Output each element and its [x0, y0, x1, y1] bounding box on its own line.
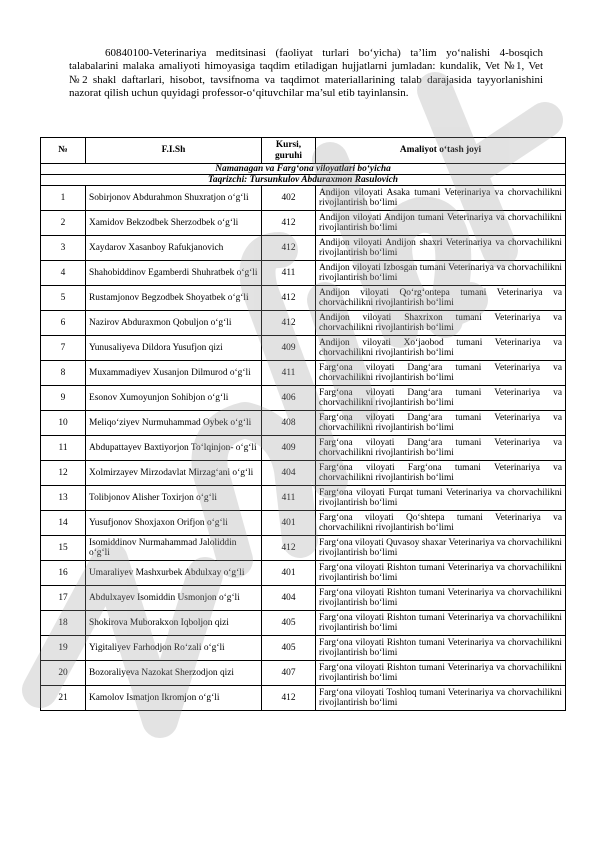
row-place: Farg‘ona viloyati Rishton tumani Veterinariya va chorvachilikni rivojlantirish bo‘limi [316, 636, 566, 661]
table-row [41, 386, 566, 411]
section-reviewer: Taqrizchi: Tursunkulov Abduraxmon Rasulovich [41, 175, 566, 186]
header-place: Amaliyot o‘tash joyi [316, 138, 566, 164]
row-place: Andijon viloyati Andijon shaxri Veterinariya va chorvachilikni rivojlantirish bo‘limi [316, 236, 566, 261]
row-number: 18 [41, 611, 86, 636]
table-row [41, 561, 566, 586]
table-row [41, 686, 566, 711]
row-place: Farg‘ona viloyati Rishton tumani Veterinariya va chorvachilikni rivojlantirish bo‘limi [316, 661, 566, 686]
row-place: Andijon viloyati Xo‘jaobod tumani Veterinariya va chorvachilikni rivojlantirish bo‘limi [316, 336, 566, 361]
row-name: Shokirova Muborakxon Iqboljon qizi [86, 611, 262, 636]
row-name: Abdupattayev Baxtiyorjon To‘lqinjon- o‘g‘li [86, 436, 262, 461]
table-row [41, 586, 566, 611]
row-number: 4 [41, 261, 86, 286]
row-group: 405 [262, 611, 316, 636]
table-row [41, 411, 566, 436]
table-row [41, 236, 566, 261]
row-group: 412 [262, 686, 316, 711]
row-number: 8 [41, 361, 86, 386]
row-number: 3 [41, 236, 86, 261]
row-number: 1 [41, 186, 86, 211]
header-group: Kursi, guruhi [262, 138, 316, 164]
row-group: 406 [262, 386, 316, 411]
table-row [41, 436, 566, 461]
row-name: Xolmirzayev Mirzodavlat Mirzag‘ani o‘g‘li [86, 461, 262, 486]
intro-paragraph: 60840100-Veterinariya meditsinasi (faoliyat turlari bo‘yicha) ta’lim yo‘nalishi 4-bosqich talabalarini malaka amaliyoti himoyasiga taqdim etiladigan hujjatlarni jumladan: kundalik, Vet №1, Vet №2 shakl daftarlari, hisobot, tavsifnoma va taqdimot materiallarining talab darajasida tayyorlanishini nazorat qilish uchun quyidagi professor-o‘qituvchilar ma’sul etib tayinlansin. [69, 47, 543, 99]
row-place: Farg‘ona viloyati Rishton tumani Veterinariya va chorvachilikni rivojlantirish bo‘limi [316, 561, 566, 586]
table-row [41, 286, 566, 311]
row-name: Nazirov Abduraxmon Qobuljon o‘g‘li [86, 311, 262, 336]
row-group: 412 [262, 311, 316, 336]
row-name: Meliqo‘ziyev Nurmuhammad Oybek o‘g‘li [86, 411, 262, 436]
row-name: Isomiddinov Nurmahammad Jaloliddin o‘g‘li [86, 536, 262, 561]
row-group: 411 [262, 486, 316, 511]
row-group: 402 [262, 186, 316, 211]
row-group: 408 [262, 411, 316, 436]
row-place: Andijon viloyati Andijon tumani Veterinariya va chorvachilikni rivojlantirish bo‘limi [316, 211, 566, 236]
row-number: 11 [41, 436, 86, 461]
table-row [41, 361, 566, 386]
row-group: 401 [262, 511, 316, 536]
row-group: 404 [262, 461, 316, 486]
row-place: Andijon viloyati Qo‘rg‘ontepa tumani Veterinariya va chorvachilikni rivojlantirish bo‘limi [316, 286, 566, 311]
row-name: Abdulxayev Isomiddin Usmonjon o‘g‘li [86, 586, 262, 611]
section-reviewer-row [41, 175, 566, 186]
row-number: 13 [41, 486, 86, 511]
row-name: Yusufjonov Shoxjaxon Orifjon o‘g‘li [86, 511, 262, 536]
row-place: Farg‘ona viloyati Dang‘ara tumani Veterinariya va chorvachilikni rivojlantirish bo‘limi [316, 411, 566, 436]
row-name: Xaydarov Xasanboy Rafukjanovich [86, 236, 262, 261]
row-place: Andijon viloyati Shaxrixon tumani Veterinariya va chorvachilikni rivojlantirish bo‘limi [316, 311, 566, 336]
row-place: Farg‘ona viloyati Dang‘ara tumani Veterinariya va chorvachilikni rivojlantirish bo‘limi [316, 436, 566, 461]
table-row [41, 636, 566, 661]
row-group: 412 [262, 286, 316, 311]
row-name: Kamolov Ismatjon Ikromjon o‘g‘li [86, 686, 262, 711]
row-place: Andijon viloyati Izbosgan tumani Veterinariya va chorvachilikni rivojlantirish bo‘limi [316, 261, 566, 286]
row-name: Tolibjonov Alisher Toxirjon o‘g‘li [86, 486, 262, 511]
table-row [41, 211, 566, 236]
row-group: 401 [262, 561, 316, 586]
row-group: 412 [262, 536, 316, 561]
row-number: 15 [41, 536, 86, 561]
row-number: 10 [41, 411, 86, 436]
table-row [41, 611, 566, 636]
table-row [41, 311, 566, 336]
row-place: Andijon viloyati Asaka tumani Veterinariya va chorvachilikni rivojlantirish bo‘limi [316, 186, 566, 211]
row-place: Farg‘ona viloyati Rishton tumani Veterinariya va chorvachilikni rivojlantirish bo‘limi [316, 586, 566, 611]
row-number: 9 [41, 386, 86, 411]
row-group: 404 [262, 586, 316, 611]
row-place: Farg‘ona viloyati Rishton tumani Veterinariya va chorvachilikni rivojlantirish bo‘limi [316, 611, 566, 636]
row-group: 412 [262, 211, 316, 236]
row-group: 411 [262, 261, 316, 286]
row-group: 405 [262, 636, 316, 661]
row-group: 412 [262, 236, 316, 261]
row-name: Esonov Xumoyunjon Sohibjon o‘g‘li [86, 386, 262, 411]
row-number: 6 [41, 311, 86, 336]
section-region-row [41, 164, 566, 175]
row-number: 19 [41, 636, 86, 661]
table-row [41, 261, 566, 286]
row-number: 14 [41, 511, 86, 536]
table-row [41, 511, 566, 536]
table-row [41, 336, 566, 361]
row-number: 16 [41, 561, 86, 586]
header-name: F.I.Sh [86, 138, 262, 164]
row-name: Rustamjonov Begzodbek Shoyatbek o‘g‘li [86, 286, 262, 311]
row-group: 409 [262, 436, 316, 461]
row-place: Farg‘ona viloyati Farg‘ona tumani Veterinariya va chorvachilikni rivojlantirish bo‘limi [316, 461, 566, 486]
row-place: Farg‘ona viloyati Quvasoy shaxar Veterinariya va chorvachilikni rivojlantirish bo‘limi [316, 536, 566, 561]
row-group: 407 [262, 661, 316, 686]
row-place: Farg‘ona viloyati Toshloq tumani Veterinariya va chorvachilikni rivojlantirish bo‘limi [316, 686, 566, 711]
row-number: 20 [41, 661, 86, 686]
table-row [41, 536, 566, 561]
row-name: Umaraliyev Mashxurbek Abdulxay o‘g‘li [86, 561, 262, 586]
row-name: Sobirjonov Abdurahmon Shuxratjon o‘g‘li [86, 186, 262, 211]
row-name: Xamidov Bekzodbek Sherzodbek o‘g‘li [86, 211, 262, 236]
table-row [41, 486, 566, 511]
row-number: 21 [41, 686, 86, 711]
row-group: 409 [262, 336, 316, 361]
row-place: Farg‘ona viloyati Furqat tumani Veterinariya va chorvachilikni rivojlantirish bo‘limi [316, 486, 566, 511]
table-header-row [41, 138, 566, 164]
row-number: 7 [41, 336, 86, 361]
table-row [41, 661, 566, 686]
section-region: Namanagan va Farg‘ona viloyatlari bo‘yicha [41, 164, 566, 175]
row-place: Farg‘ona viloyati Dang‘ara tumani Veterinariya va chorvachilikni rivojlantirish bo‘limi [316, 386, 566, 411]
table-row [41, 186, 566, 211]
assignment-table [40, 137, 566, 711]
row-name: Yigitaliyev Farhodjon Ro‘zali o‘g‘li [86, 636, 262, 661]
row-name: Shahobiddinov Egamberdi Shuhratbek o‘g‘li [86, 261, 262, 286]
row-place: Farg‘ona viloyati Qo‘shtepa tumani Veterinariya va chorvachilikni rivojlantirish bo‘limi [316, 511, 566, 536]
row-number: 12 [41, 461, 86, 486]
header-number: № [41, 138, 86, 164]
row-number: 17 [41, 586, 86, 611]
row-number: 2 [41, 211, 86, 236]
table-row [41, 461, 566, 486]
row-name: Muxammadiyev Xusanjon Dilmurod o‘g‘li [86, 361, 262, 386]
row-name: Yunusaliyeva Dildora Yusufjon qizi [86, 336, 262, 361]
row-place: Farg‘ona viloyati Dang‘ara tumani Veterinariya va chorvachilikni rivojlantirish bo‘limi [316, 361, 566, 386]
row-group: 411 [262, 361, 316, 386]
row-name: Bozoraliyeva Nazokat Sherzodjon qizi [86, 661, 262, 686]
row-number: 5 [41, 286, 86, 311]
